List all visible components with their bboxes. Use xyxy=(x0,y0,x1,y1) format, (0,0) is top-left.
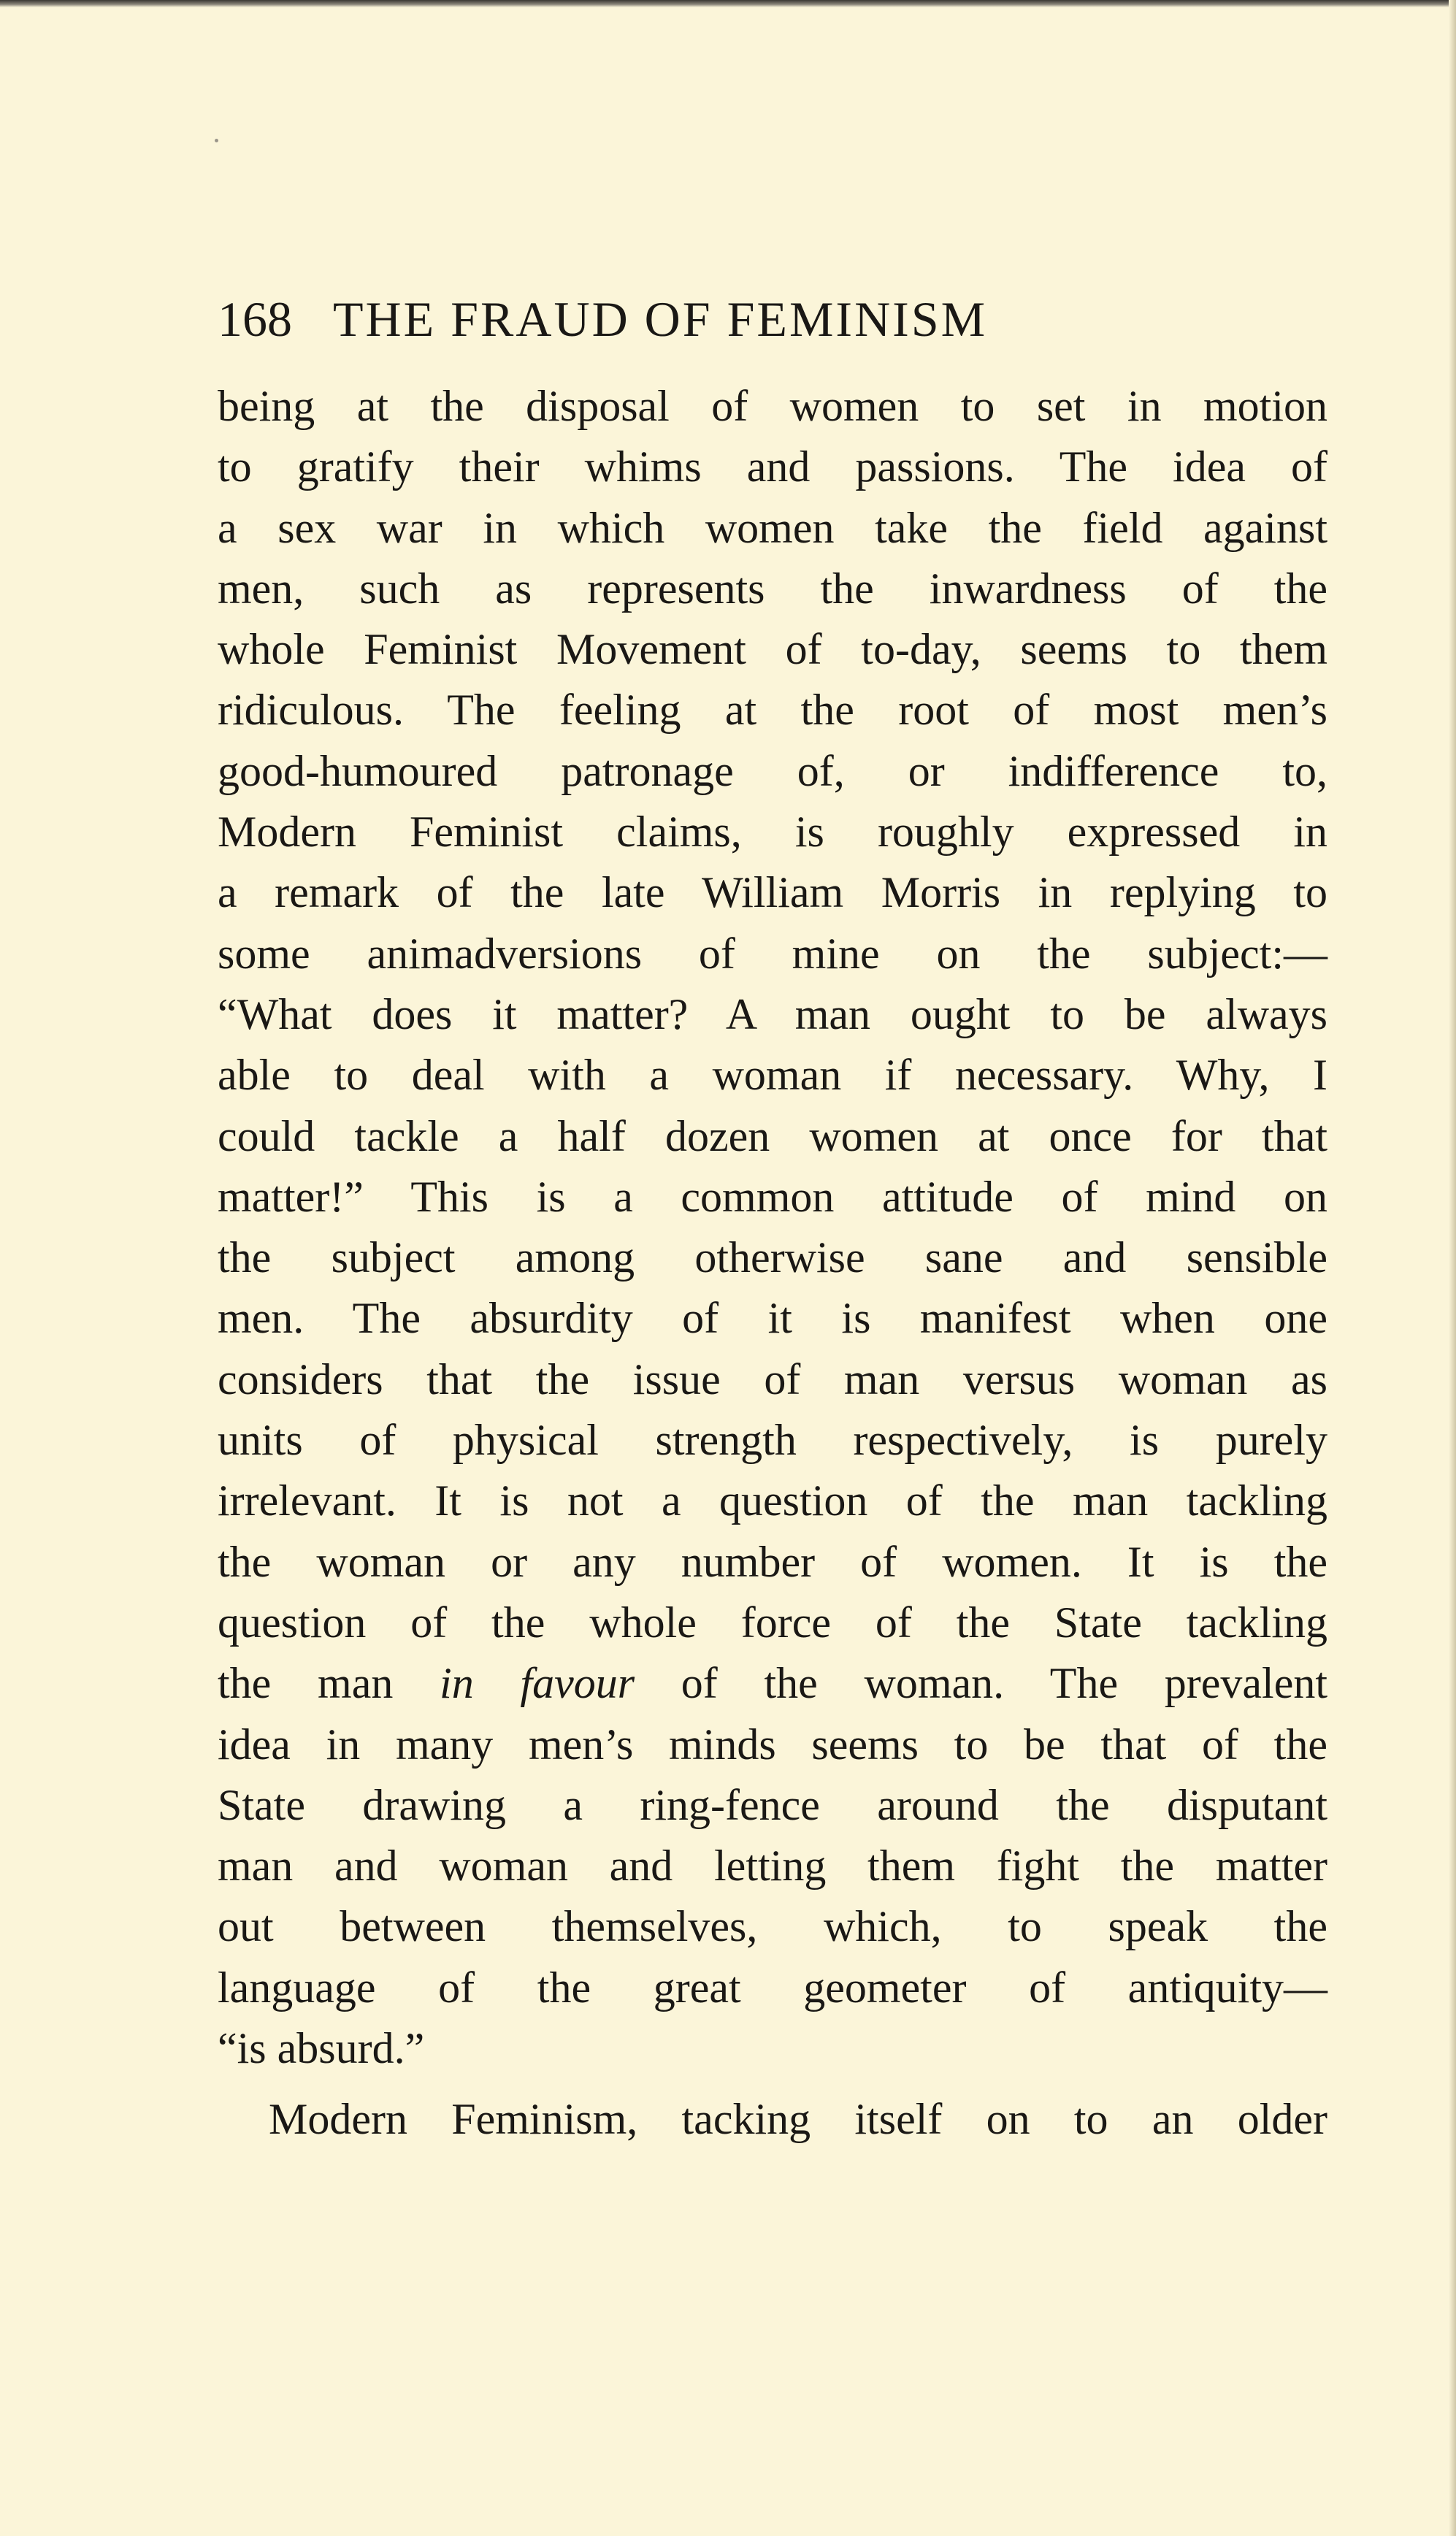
text-line: the subject among otherwise sane and sensible xyxy=(218,1233,1327,1282)
page-right-edge-shadow xyxy=(1449,0,1456,2536)
text-line: man and woman and letting them fight the matter xyxy=(218,1842,1327,1890)
text-segment: of the woman. The prevalent xyxy=(635,1659,1327,1708)
text-line: question of the whole force of the State tackling xyxy=(218,1598,1327,1647)
text-line: a sex war in which women take the field against xyxy=(218,503,1327,552)
paper-speck xyxy=(215,139,218,142)
text-line: able to deal with a woman if necessary. Why, I xyxy=(218,1051,1327,1100)
text-line: “is absurd.” xyxy=(218,2024,425,2073)
text-line: whole Feminist Movement of to-day, seems to them xyxy=(218,625,1327,674)
text-line: men, such as represents the inwardness of the xyxy=(218,564,1327,613)
text-line: considers that the issue of man versus woman as xyxy=(218,1355,1327,1403)
page-number: 168 xyxy=(218,291,292,347)
text-line: “What does it matter? A man ought to be always xyxy=(218,989,1327,1038)
paragraph-2 xyxy=(218,2089,1327,2150)
text-line: the woman or any number of women. It is the xyxy=(218,1537,1327,1586)
running-title: THE FRAUD OF FEMINISM xyxy=(333,291,988,347)
text-line: to gratify their whims and passions. The idea of xyxy=(218,443,1327,491)
page-top-edge-shadow xyxy=(0,0,1456,7)
text-line: ridiculous. The feeling at the root of most men’s xyxy=(218,686,1327,735)
text-line: good-humoured patronage of, or indifference to, xyxy=(218,746,1327,795)
text-segment: the man xyxy=(218,1659,440,1708)
text-line: irrelevant. It is not a question of the man tackling xyxy=(218,1476,1327,1525)
text-line: Modern Feminism, tacking itself on to an older xyxy=(269,2095,1327,2144)
text-line: units of physical strength respectively, is purely xyxy=(218,1416,1327,1465)
text-line: a remark of the late William Morris in replying to xyxy=(218,868,1327,917)
text-line: being at the disposal of women to set in motion xyxy=(218,382,1327,430)
page-header xyxy=(218,286,1327,352)
text-line: matter!” This is a common attitude of mind on xyxy=(218,1172,1327,1221)
text-line: Modern Feminist claims, is roughly expressed in xyxy=(218,808,1327,857)
text-line: out between themselves, which, to speak the xyxy=(218,1902,1327,1951)
text-line: men. The absurdity of it is manifest when one xyxy=(218,1294,1327,1343)
body-text xyxy=(218,376,1327,2150)
text-line: language of the great geometer of antiquity— xyxy=(218,1963,1327,2012)
text-line: State drawing a ring-fence around the disputant xyxy=(218,1780,1327,1829)
text-line: idea in many men’s minds seems to be that of the xyxy=(218,1720,1327,1769)
paragraph-1 xyxy=(218,376,1327,2079)
text-line-with-emphasis xyxy=(218,1653,1327,1714)
emphasis-text: in favour xyxy=(440,1659,635,1708)
text-line: some animadversions of mine on the subject:— xyxy=(218,929,1327,978)
paragraph-gap xyxy=(218,2079,1327,2089)
text-line: could tackle a half dozen women at once for that xyxy=(218,1111,1327,1160)
